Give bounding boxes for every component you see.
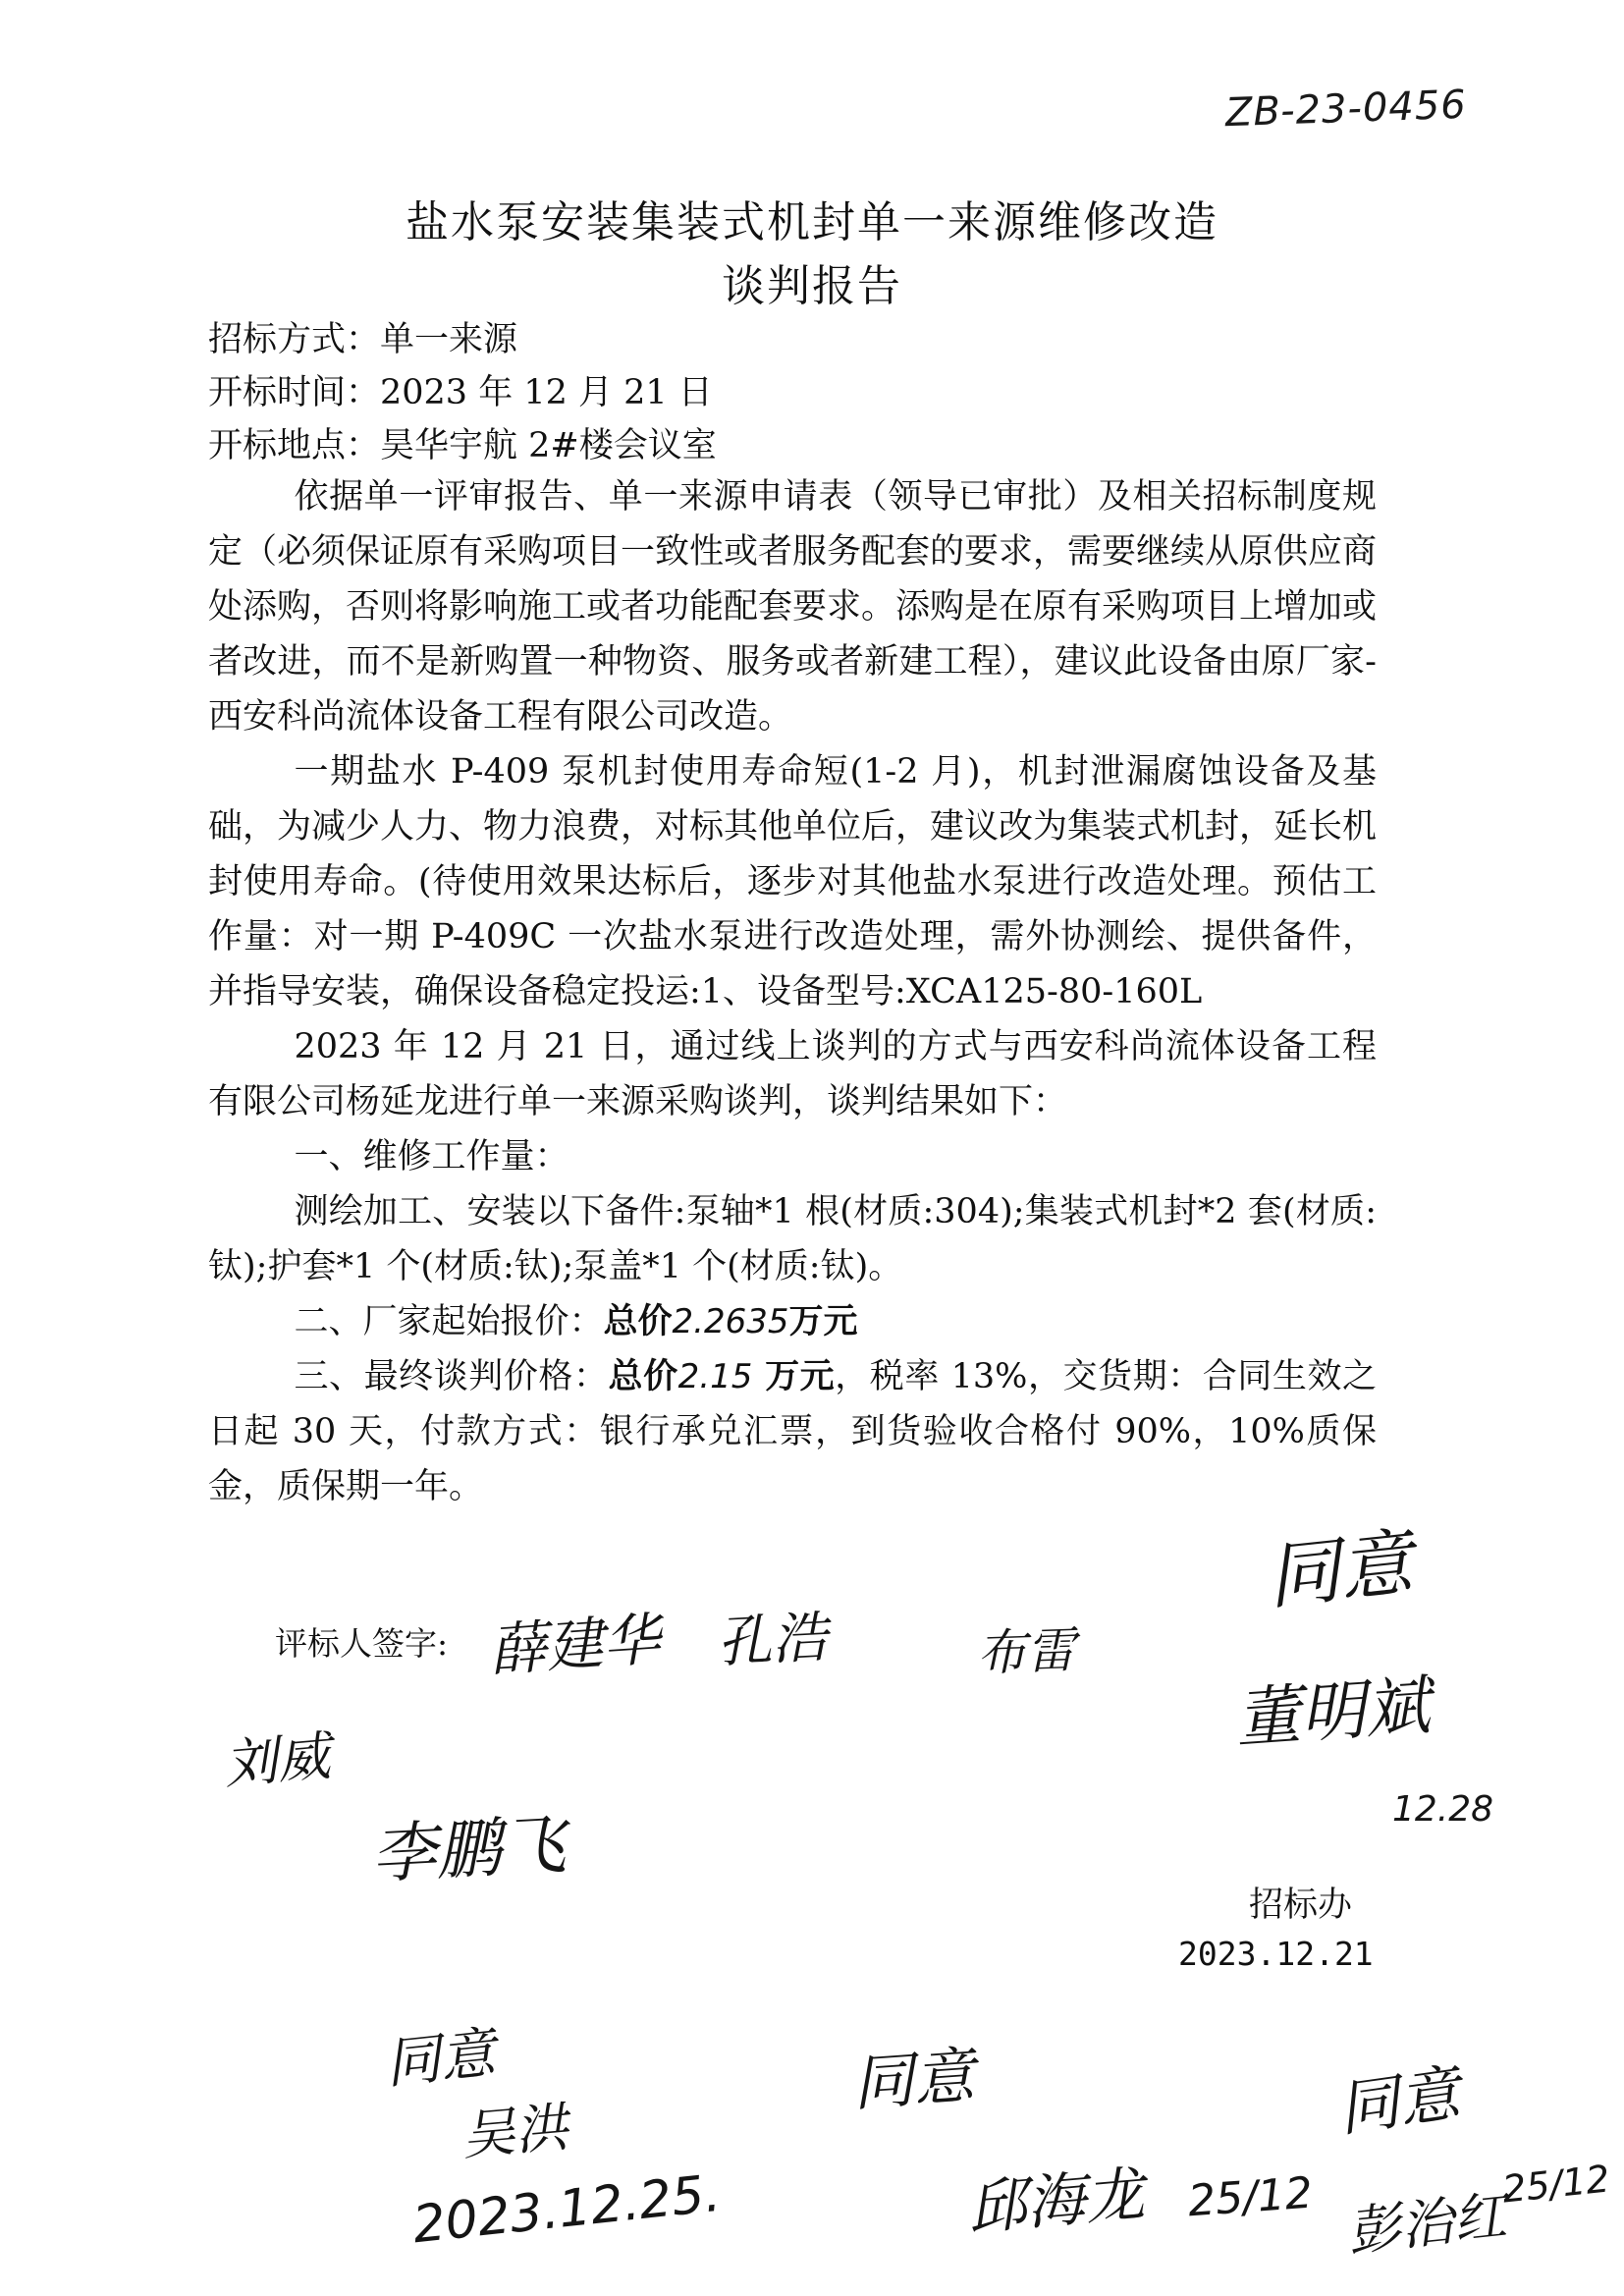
section3-label: 三、最终谈判价格： <box>294 1357 609 1396</box>
section3-rest: ，税率 13%，交货期：合同生效之日起 30 天，付款方式：银行承兑汇票，到货验收合格付 90%，10%质保金，质保期一年。 <box>208 1357 1377 1506</box>
approval-bottom-mid-signer: 邱海龙 <box>964 2159 1148 2244</box>
section2-suffix: 万元 <box>788 1301 858 1341</box>
approval-bottom-left-date: 2023.12.25. <box>409 2163 724 2256</box>
section3-prefix: 总价 <box>608 1356 678 1396</box>
section2-prefix: 总价 <box>603 1301 673 1341</box>
approval-right-date: 12.28 <box>1392 1789 1494 1830</box>
issuer-name: 招标办 <box>1249 1886 1353 1925</box>
section2-amount: 2.2635 <box>672 1302 789 1341</box>
issue-date: 2023.12.21 <box>1178 1935 1374 1973</box>
section1-heading: 一、维修工作量： <box>294 1137 569 1176</box>
section3-line <box>208 1349 1377 1514</box>
document-title-line1: 盐水泵安装集装式机封单一来源维修改造 <box>406 197 1218 247</box>
document-number: ZB-23-0456 <box>1224 82 1468 137</box>
section1-text: 测绘加工、安装以下备件:泵轴*1 根(材质:304);集装式机封*2 套(材质:钛);护套*1 个(材质:钛);泵盖*1 个(材质:钛)。 <box>208 1192 1377 1286</box>
signature-evaluator-4: 刘威 <box>221 1724 333 1796</box>
paragraph-basis: 依据单一评审报告、单一来源申请表（领导已审批）及相关招标制度规定（必须保证原有采购项目一致性或者服务配套的要求，需要继续从原供应商处添购，否则将影响施工或者功能配套要求。添购是在原有采购项目上增加或者改进，而不是新购置一种物资、服务或者新建工程），建议此设备由原厂家-西安科尚流体设备工程有限公司改造。 <box>208 477 1378 737</box>
paragraph-negotiation: 2023 年 12 月 21 日，通过线上谈判的方式与西安科尚流体设备工程有限公司杨延龙进行单一来源采购谈判，谈判结果如下： <box>208 1027 1377 1121</box>
approval-bottom-right-text: 同意 <box>1333 2056 1465 2146</box>
meta-bid-method: 招标方式：单一来源 <box>208 320 518 359</box>
document-title-line2: 谈判报告 <box>722 261 902 311</box>
paragraph-background: 一期盐水 P-409 泵机封使用寿命短(1-2 月)，机封泄漏腐蚀设备及基础，为减少人力、物力浪费，对标其他单位后，建议改为集装式机封，延长机封使用寿命。(待使用效果达标后，逐步对其他盐水泵进行改造处理。预估工作量：对一期 P-409C 一次盐水泵进行改造处理，需外协测绘、提供备件，并指导安装，确保设备稳定投运:1、设备型号:XCA125-80-160L <box>208 752 1378 1011</box>
approval-bottom-left-signer: 吴洪 <box>459 2096 570 2167</box>
approval-right-text: 同意 <box>1263 1520 1417 1620</box>
section3-suffix: 万元 <box>752 1356 836 1396</box>
approval-bottom-mid-date: 25/12 <box>1186 2167 1315 2227</box>
meta-open-location: 开标地点：昊华宇航 2#楼会议室 <box>208 426 717 465</box>
approval-bottom-right-date: 25/12 <box>1500 2157 1612 2212</box>
signature-evaluator-5: 李鹏飞 <box>369 1806 568 1893</box>
section2-line <box>208 1294 1377 1349</box>
signature-evaluator-3: 布雷 <box>976 1621 1077 1682</box>
evaluator-label: 评标人签字: <box>275 1624 449 1663</box>
approval-bottom-right-signer: 彭治红 <box>1344 2184 1510 2264</box>
approval-bottom-left-text: 同意 <box>382 2021 499 2097</box>
section2-label: 二、厂家起始报价： <box>294 1302 604 1341</box>
signature-evaluator-2: 孔浩 <box>715 1606 829 1675</box>
approval-bottom-mid-text: 同意 <box>849 2039 977 2120</box>
signature-evaluator-1: 薛建华 <box>487 1606 663 1684</box>
section3-amount: 2.15 <box>677 1357 753 1396</box>
meta-open-date: 开标时间：2023 年 12 月 21 日 <box>208 373 713 412</box>
body-paragraphs <box>208 469 1377 1514</box>
approval-right-signer: 董明斌 <box>1232 1667 1433 1757</box>
